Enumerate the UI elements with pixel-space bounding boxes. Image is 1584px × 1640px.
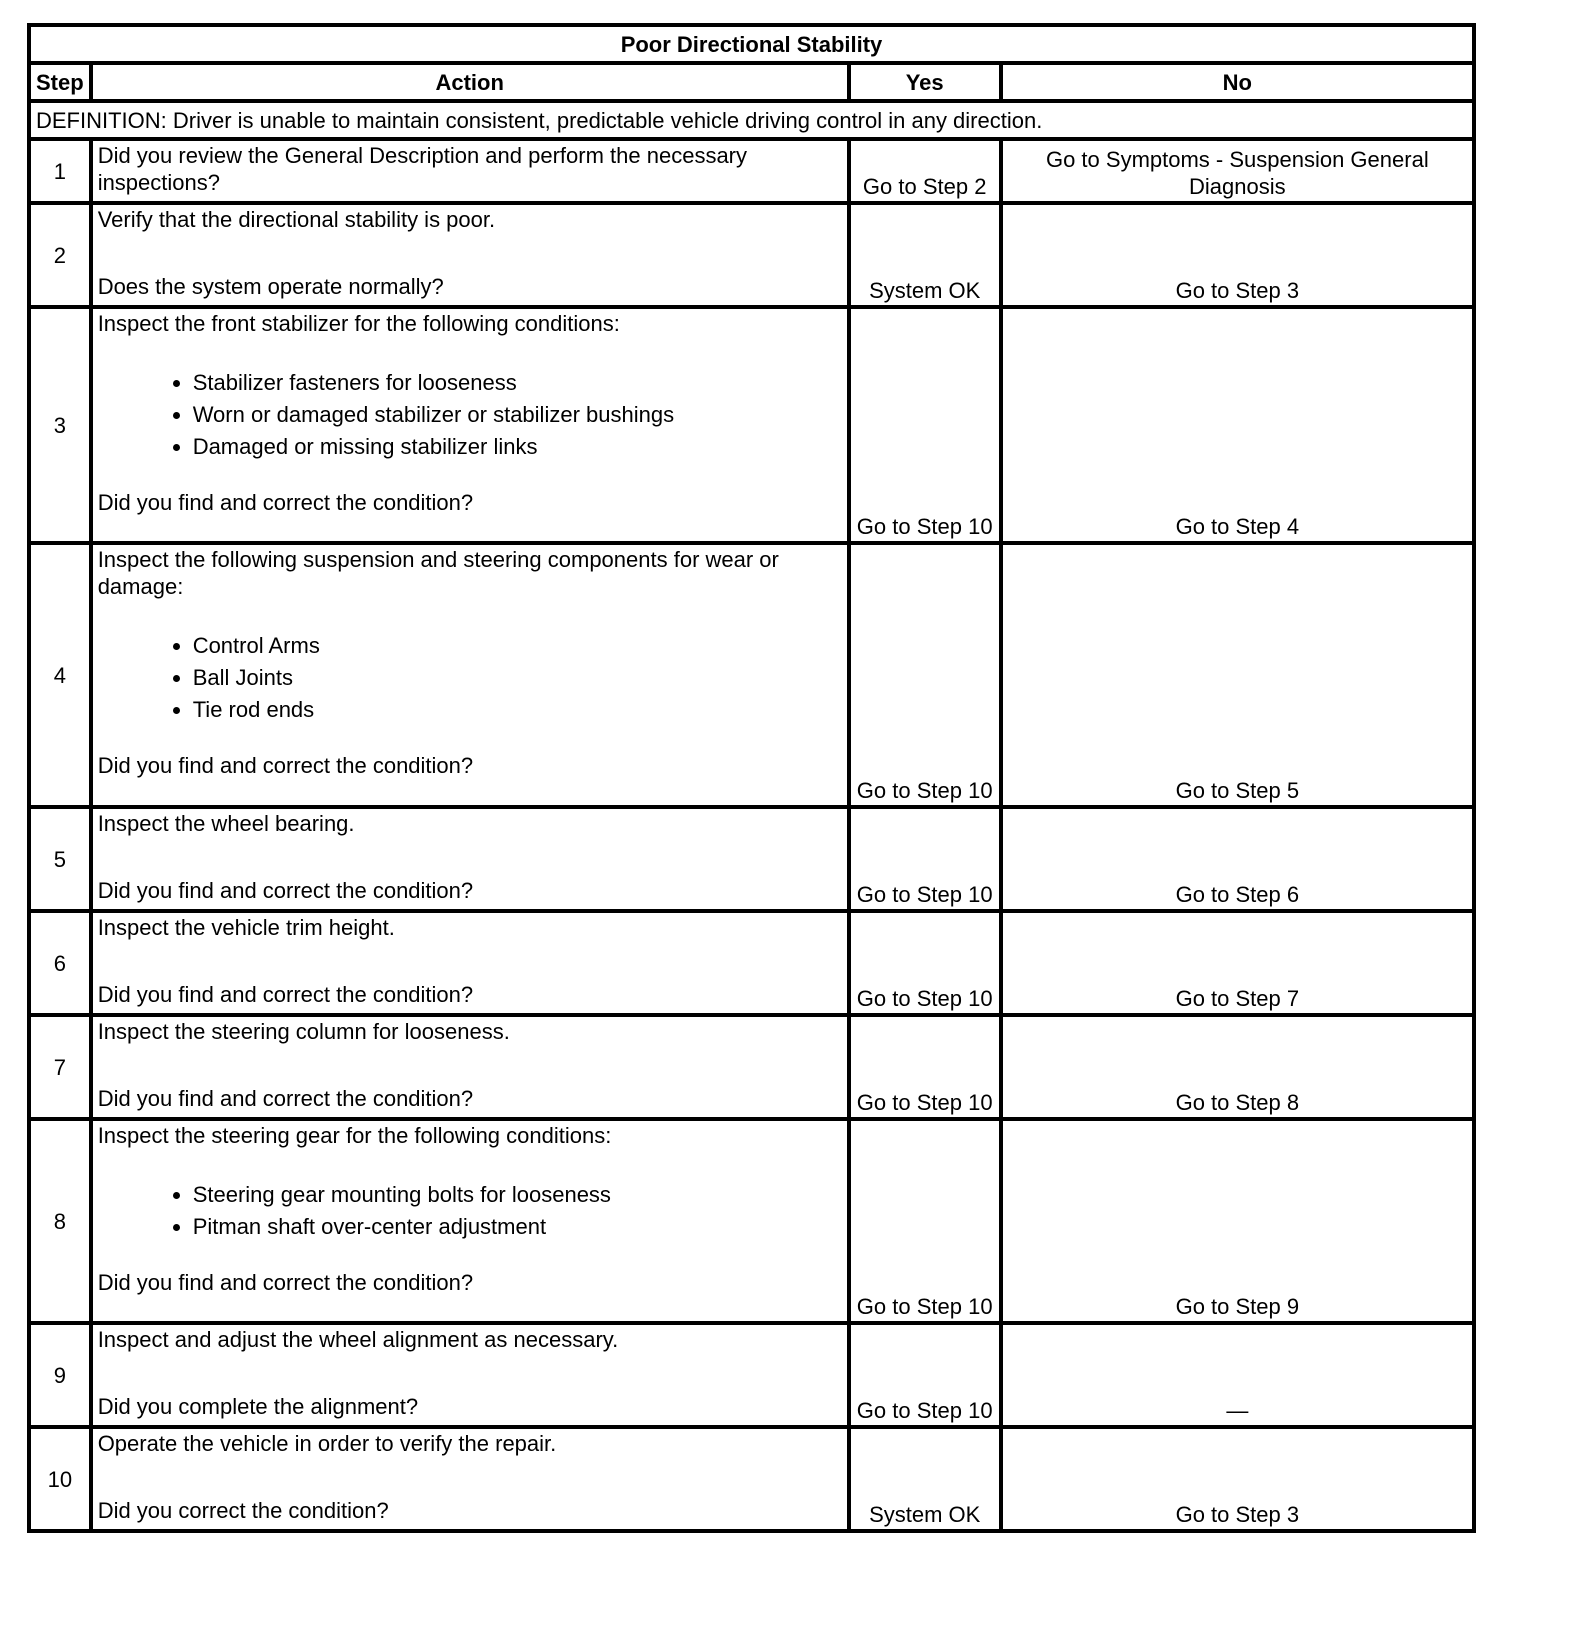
action-text: Inspect the vehicle trim height. bbox=[97, 915, 395, 940]
action-text: Inspect the wheel bearing. bbox=[97, 811, 355, 836]
no-result: Go to Step 3 bbox=[1001, 203, 1474, 307]
yes-result: Go to Step 10 bbox=[849, 1323, 1001, 1427]
no-result: Go to Step 8 bbox=[1001, 1015, 1474, 1119]
step-number: 4 bbox=[29, 543, 91, 807]
action-cell bbox=[91, 1427, 849, 1531]
table-row bbox=[29, 1427, 1474, 1531]
question-text: Did you find and correct the condition? bbox=[97, 878, 474, 903]
action-text: Inspect the following suspension and steering components for wear or damage: bbox=[97, 547, 779, 599]
step-number: 10 bbox=[29, 1427, 91, 1531]
table-row bbox=[29, 911, 1474, 1015]
action-text: Inspect the front stabilizer for the following conditions: bbox=[97, 311, 620, 336]
action-text: Inspect the steering gear for the following conditions: bbox=[97, 1123, 612, 1148]
question-text: Does the system operate normally? bbox=[97, 274, 444, 299]
condition-list bbox=[98, 1179, 842, 1243]
yes-result: Go to Step 10 bbox=[849, 1119, 1001, 1323]
action-cell bbox=[91, 203, 849, 307]
action-cell bbox=[91, 807, 849, 911]
question-text: Did you complete the alignment? bbox=[97, 1394, 419, 1419]
header-action: Action bbox=[91, 63, 849, 101]
no-result: Go to Step 9 bbox=[1001, 1119, 1474, 1323]
condition-list bbox=[98, 367, 842, 463]
list-item: • Tie rod ends bbox=[193, 694, 842, 726]
step-number: 6 bbox=[29, 911, 91, 1015]
diagnostic-table bbox=[27, 23, 1476, 1533]
action-text: Operate the vehicle in order to verify the repair. bbox=[97, 1431, 557, 1456]
action-cell bbox=[91, 139, 849, 203]
table-row bbox=[29, 203, 1474, 307]
condition-list bbox=[98, 630, 842, 726]
header-step: Step bbox=[29, 63, 91, 101]
step-number: 7 bbox=[29, 1015, 91, 1119]
action-cell bbox=[91, 307, 849, 543]
definition: DEFINITION: Driver is unable to maintain consistent, predictable vehicle driving control in any direction. bbox=[29, 101, 1474, 139]
table-row bbox=[29, 139, 1474, 203]
table-row bbox=[29, 307, 1474, 543]
question-text: Did you find and correct the condition? bbox=[97, 490, 474, 515]
step-number: 3 bbox=[29, 307, 91, 543]
table-title: Poor Directional Stability bbox=[29, 25, 1474, 63]
header-no: No bbox=[1001, 63, 1474, 101]
action-text: Verify that the directional stability is poor. bbox=[97, 207, 496, 232]
action-cell bbox=[91, 1015, 849, 1119]
no-result: Go to Step 6 bbox=[1001, 807, 1474, 911]
no-result: Go to Step 3 bbox=[1001, 1427, 1474, 1531]
no-result: Go to Step 5 bbox=[1001, 543, 1474, 807]
step-number: 1 bbox=[29, 139, 91, 203]
action-text: Did you review the General Description and perform the necessary inspections? bbox=[97, 143, 747, 195]
no-result: Go to Step 7 bbox=[1001, 911, 1474, 1015]
yes-result: Go to Step 10 bbox=[849, 911, 1001, 1015]
step-number: 2 bbox=[29, 203, 91, 307]
no-result: Go to Symptoms - Suspension General Diagnosis bbox=[1001, 139, 1474, 203]
list-item: • Control Arms bbox=[193, 630, 842, 662]
no-result: Go to Step 4 bbox=[1001, 307, 1474, 543]
question-text: Did you correct the condition? bbox=[97, 1498, 389, 1523]
step-number: 5 bbox=[29, 807, 91, 911]
table-row bbox=[29, 543, 1474, 807]
header-yes: Yes bbox=[849, 63, 1001, 101]
question-text: Did you find and correct the condition? bbox=[97, 982, 474, 1007]
yes-result: System OK bbox=[849, 1427, 1001, 1531]
yes-result: Go to Step 2 bbox=[849, 139, 1001, 203]
question-text: Did you find and correct the condition? bbox=[97, 1086, 474, 1111]
action-text: Inspect the steering column for looseness. bbox=[97, 1019, 510, 1044]
action-cell bbox=[91, 911, 849, 1015]
step-number: 8 bbox=[29, 1119, 91, 1323]
table-row bbox=[29, 1015, 1474, 1119]
table-row bbox=[29, 807, 1474, 911]
question-text: Did you find and correct the condition? bbox=[97, 753, 474, 778]
action-cell bbox=[91, 543, 849, 807]
list-item: • Damaged or missing stabilizer links bbox=[193, 431, 842, 463]
yes-result: Go to Step 10 bbox=[849, 807, 1001, 911]
table-row bbox=[29, 1119, 1474, 1323]
list-item: • Stabilizer fasteners for looseness bbox=[193, 367, 842, 399]
step-number: 9 bbox=[29, 1323, 91, 1427]
list-item: • Ball Joints bbox=[193, 662, 842, 694]
yes-result: Go to Step 10 bbox=[849, 307, 1001, 543]
table-row bbox=[29, 1323, 1474, 1427]
action-text: Inspect and adjust the wheel alignment as necessary. bbox=[97, 1327, 619, 1352]
yes-result: Go to Step 10 bbox=[849, 543, 1001, 807]
list-item: • Worn or damaged stabilizer or stabilizer bushings bbox=[193, 399, 842, 431]
list-item: • Pitman shaft over-center adjustment bbox=[193, 1211, 842, 1243]
yes-result: System OK bbox=[849, 203, 1001, 307]
question-text: Did you find and correct the condition? bbox=[97, 1270, 474, 1295]
action-cell bbox=[91, 1119, 849, 1323]
yes-result: Go to Step 10 bbox=[849, 1015, 1001, 1119]
no-result: — bbox=[1001, 1323, 1474, 1427]
list-item: • Steering gear mounting bolts for looseness bbox=[193, 1179, 842, 1211]
action-cell bbox=[91, 1323, 849, 1427]
